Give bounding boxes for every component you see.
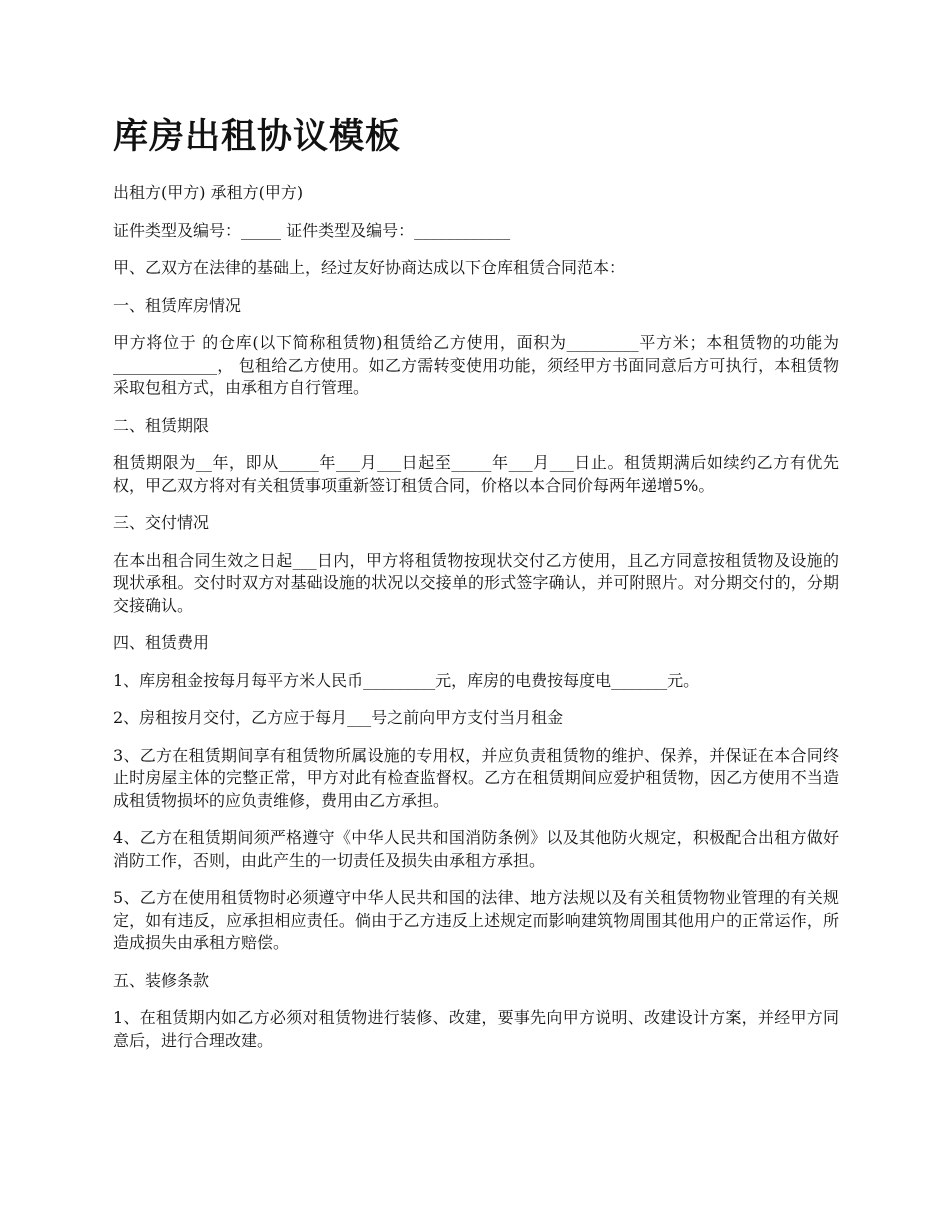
id-line: 证件类型及编号：_____ 证件类型及编号：____________ bbox=[113, 220, 511, 240]
section-4-item-2: 2、房租按月交付，乙方应于每月___号之前向甲方支付当月租金 bbox=[113, 708, 564, 727]
section-2-body: 租赁期限为__年，即从_____年___月___日起至_____年___月___日止。租赁期满后如续约乙方有优先权，甲乙双方将对有关租赁事项重新签订租赁合同，价格以本合同价每两年递增5%。 bbox=[113, 453, 839, 495]
section-3-body: 在本出租合同生效之日起___日内，甲方将租赁物按现状交付乙方使用，且乙方同意按租赁物及设施的现状承租。交付时双方对基础设施的状况以交接单的形式签字确认，并可附照片。对分期交付的，分期交接确认。 bbox=[113, 550, 839, 615]
section-1-body: 甲方将位于 的仓库(以下简称租赁物)租赁给乙方使用，面积为_________平方米；本租赁物的功能为_____________， 包租给乙方使用。如乙方需转变使用功能，须经甲方书面同意后方可执行，本租赁物采取包租方式，由承租方自行管理。 bbox=[113, 333, 839, 397]
parties-line: 出租方(甲方) 承租方(甲方) bbox=[113, 183, 304, 202]
section-heading-2: 二、租赁期限 bbox=[113, 415, 210, 435]
section-5-item-1: 1、在租赁期内如乙方必须对租赁物进行装修、改建，要事先向甲方说明、改建设计方案，并经甲方同意后，进行合理改建。 bbox=[113, 1008, 839, 1050]
section-4-item-1: 1、库房租金按每月每平方米人民币_________元，库房的电费按每度电_______元。 bbox=[113, 670, 700, 690]
section-heading-5: 五、装修条款 bbox=[113, 970, 210, 990]
section-heading-1: 一、租赁库房情况 bbox=[113, 295, 242, 315]
section-heading-3: 三、交付情况 bbox=[113, 513, 210, 532]
section-4-item-5: 5、乙方在使用租赁物时必须遵守中华人民共和国的法律、地方法规以及有关租赁物物业管理的有关规定，如有违反，应承担相应责任。倘由于乙方违反上述规定而影响建筑物周围其他用户的正常运作，所造成损失由承租方赔偿。 bbox=[113, 888, 839, 952]
document-page bbox=[113, 112, 839, 1067]
intro-paragraph: 甲、乙双方在法律的基础上，经过友好协商达成以下仓库租赁合同范本： bbox=[113, 258, 626, 277]
section-heading-4: 四、租赁费用 bbox=[113, 633, 210, 652]
document-title: 库房出租协议模板 bbox=[113, 116, 402, 157]
section-4-item-4: 4、乙方在租赁期间须严格遵守《中华人民共和国消防条例》以及其他防火规定，积极配合出租方做好消防工作，否则，由此产生的一切责任及损失由承租方承担。 bbox=[113, 828, 839, 870]
section-4-item-3: 3、乙方在租赁期间享有租赁物所属设施的专用权，并应负责租赁物的维护、保养，并保证在本合同终止时房屋主体的完整正常，甲方对此有检查监督权。乙方在租赁期间应爱护租赁物，因乙方使用不当造成租赁物损坏的应负责维修，费用由乙方承担。 bbox=[113, 745, 839, 810]
